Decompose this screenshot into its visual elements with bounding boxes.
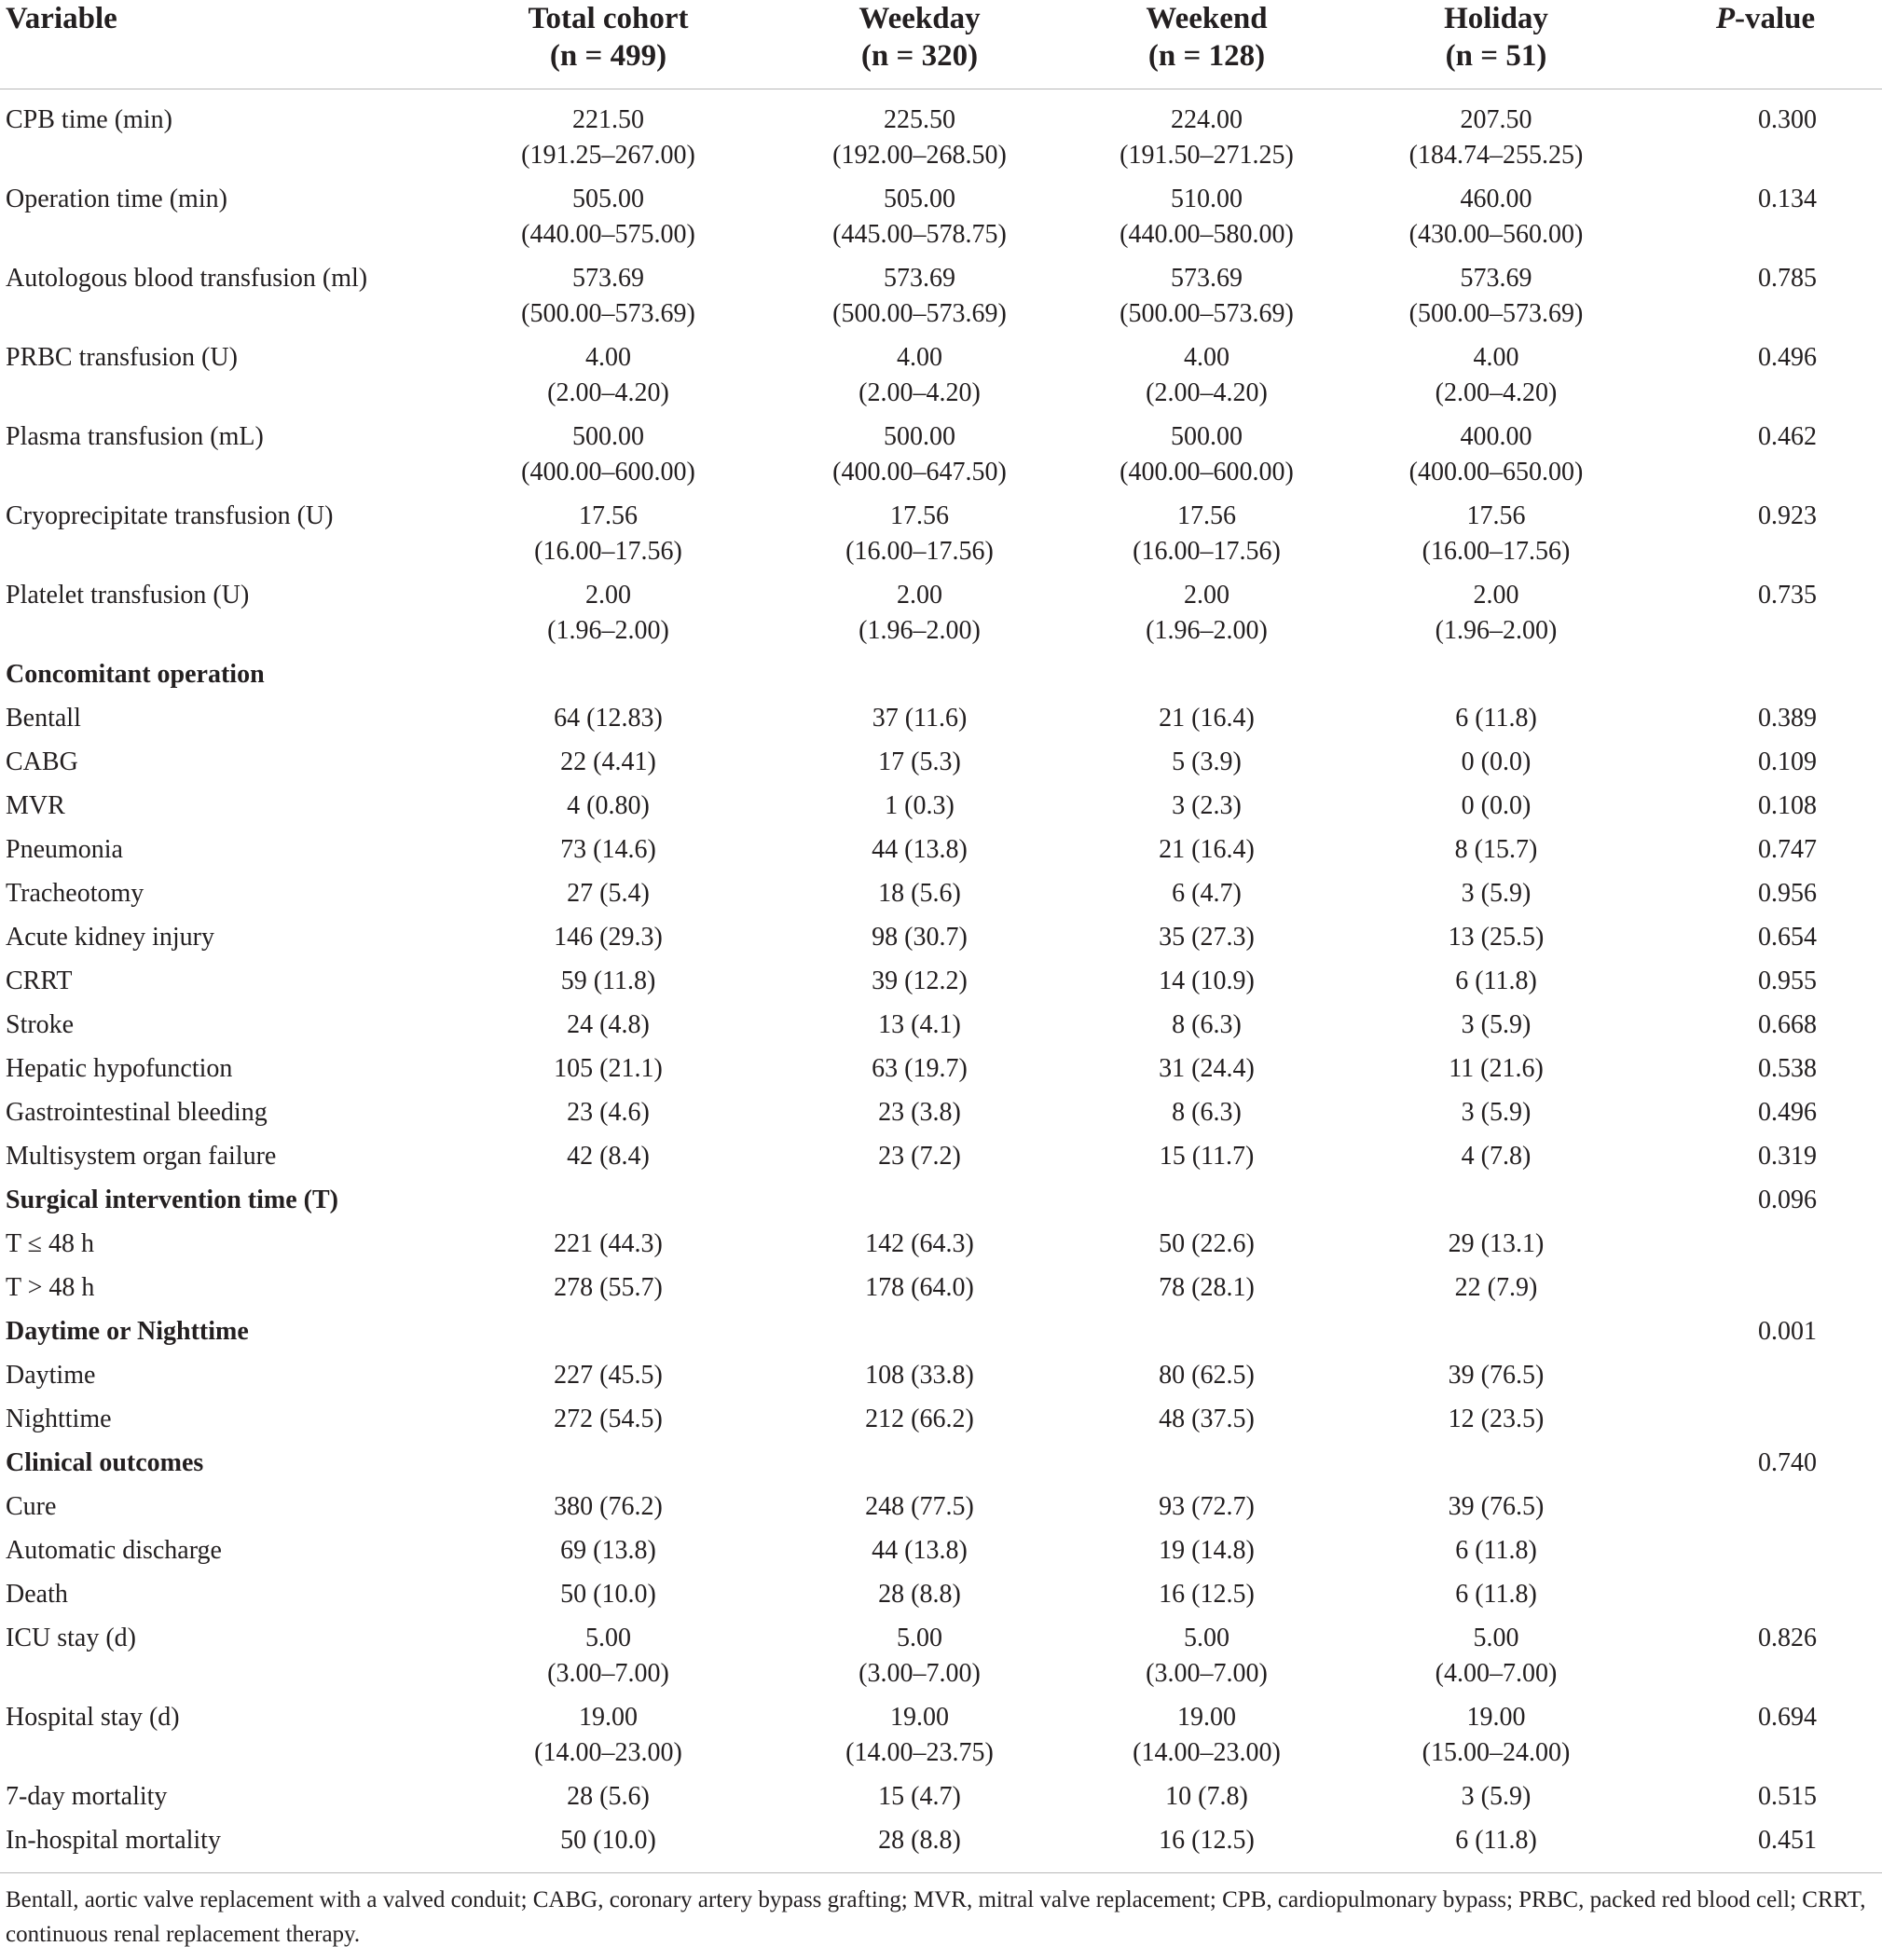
cell-weekday: 5.00 (3.00–7.00) xyxy=(859,1624,981,1688)
table-row xyxy=(0,1577,1882,1621)
cell-variable: Multisystem organ failure xyxy=(6,1142,277,1171)
cell-holiday xyxy=(1343,1314,1649,1358)
cell-total-cohort: 272 (54.5) xyxy=(554,1405,663,1433)
cell-total-cohort xyxy=(447,1183,769,1227)
cell-holiday: 39 (76.5) xyxy=(1448,1492,1545,1521)
cell-p-value xyxy=(1649,1227,1882,1270)
cell-holiday: 12 (23.5) xyxy=(1448,1405,1545,1433)
table-row xyxy=(0,182,1882,261)
cell-holiday: 29 (13.1) xyxy=(1448,1229,1545,1258)
cell-total-cohort: 19.00 (14.00–23.00) xyxy=(534,1703,682,1767)
cell-variable: ICU stay (d) xyxy=(6,1624,136,1652)
table-row xyxy=(0,1314,1882,1358)
cell-p-value: 0.694 xyxy=(1758,1703,1817,1732)
cell-holiday: 6 (11.8) xyxy=(1455,1826,1537,1855)
cell-holiday: 207.50 (184.74–255.25) xyxy=(1408,105,1584,170)
cell-variable: Automatic discharge xyxy=(6,1536,222,1565)
cell-weekday xyxy=(769,1183,1070,1227)
cell-holiday xyxy=(1343,1446,1649,1489)
cell-p-value: 0.747 xyxy=(1758,835,1817,864)
table-row xyxy=(0,1446,1882,1489)
cell-p-value: 0.462 xyxy=(1758,422,1817,451)
cell-weekend: 80 (62.5) xyxy=(1159,1361,1255,1390)
cell-variable: Daytime xyxy=(6,1361,96,1390)
cell-holiday: 573.69 (500.00–573.69) xyxy=(1408,264,1584,328)
cell-total-cohort: 42 (8.4) xyxy=(567,1142,650,1171)
cell-total-cohort xyxy=(447,657,769,701)
cell-weekend: 21 (16.4) xyxy=(1159,704,1255,733)
cell-weekend: 3 (2.3) xyxy=(1172,791,1242,820)
table-row xyxy=(0,1051,1882,1095)
cell-variable: CABG xyxy=(6,747,78,776)
header-total-n: (n = 499) xyxy=(549,39,667,73)
cell-weekend: 8 (6.3) xyxy=(1172,1098,1242,1127)
table-row xyxy=(0,1270,1882,1314)
cell-total-cohort: 380 (76.2) xyxy=(554,1492,663,1521)
header-weekday: Weekday (n = 320) xyxy=(769,0,1070,89)
table-row xyxy=(0,1227,1882,1270)
cell-holiday: 3 (5.9) xyxy=(1461,1010,1532,1039)
cell-weekend: 8 (6.3) xyxy=(1172,1010,1242,1039)
cell-variable: MVR xyxy=(6,791,65,820)
cell-variable: Concomitant operation xyxy=(6,660,265,689)
cell-p-value xyxy=(1649,1489,1882,1533)
cell-p-value: 0.538 xyxy=(1758,1054,1817,1083)
cell-variable: Nighttime xyxy=(6,1405,112,1433)
cell-p-value: 0.496 xyxy=(1758,1098,1817,1127)
cell-weekday: 18 (5.6) xyxy=(878,879,961,908)
table-row xyxy=(0,1358,1882,1402)
cell-holiday xyxy=(1343,1183,1649,1227)
cell-variable: Hospital stay (d) xyxy=(6,1703,180,1732)
cell-variable: Daytime or Nighttime xyxy=(6,1317,249,1346)
cell-p-value: 0.496 xyxy=(1758,343,1817,372)
cell-p-value: 0.300 xyxy=(1758,105,1817,134)
cell-weekday: 28 (8.8) xyxy=(878,1826,961,1855)
cell-weekday: 23 (3.8) xyxy=(878,1098,961,1127)
cell-variable: PRBC transfusion (U) xyxy=(6,343,238,372)
cell-p-value: 0.451 xyxy=(1758,1826,1817,1855)
cell-weekend: 510.00 (440.00–580.00) xyxy=(1120,185,1294,249)
cell-variable: CRRT xyxy=(6,966,73,995)
cell-weekday: 44 (13.8) xyxy=(872,1536,968,1565)
cell-weekday: 98 (30.7) xyxy=(872,923,968,952)
table-body xyxy=(0,89,1882,1868)
cell-weekend: 4.00 (2.00–4.20) xyxy=(1146,343,1268,407)
table-row xyxy=(0,1621,1882,1700)
table-row xyxy=(0,1700,1882,1779)
header-weekday-n: (n = 320) xyxy=(860,39,979,73)
cell-weekend: 14 (10.9) xyxy=(1159,966,1255,995)
cell-weekday: 17 (5.3) xyxy=(878,747,961,776)
table-row xyxy=(0,261,1882,340)
table-row xyxy=(0,1402,1882,1446)
table-row xyxy=(0,701,1882,745)
cell-weekend xyxy=(1070,657,1343,701)
table-row xyxy=(0,419,1882,499)
cell-total-cohort: 22 (4.41) xyxy=(560,747,656,776)
table-row xyxy=(0,745,1882,788)
cell-holiday: 13 (25.5) xyxy=(1448,923,1545,952)
cell-weekend: 31 (24.4) xyxy=(1159,1054,1255,1083)
cell-total-cohort: 4 (0.80) xyxy=(567,791,650,820)
cell-weekend: 224.00 (191.50–271.25) xyxy=(1120,105,1294,170)
cell-weekend: 15 (11.7) xyxy=(1159,1142,1255,1171)
cell-variable: Pneumonia xyxy=(6,835,123,864)
table-row xyxy=(0,89,1882,183)
cell-variable: Bentall xyxy=(6,704,81,733)
cell-weekend: 573.69 (500.00–573.69) xyxy=(1120,264,1294,328)
cell-variable: Clinical outcomes xyxy=(6,1448,204,1477)
table-header xyxy=(0,0,1882,89)
cell-p-value: 0.109 xyxy=(1758,747,1817,776)
cell-variable: Death xyxy=(6,1580,68,1609)
table-row xyxy=(0,832,1882,876)
cell-variable: Operation time (min) xyxy=(6,185,227,213)
cell-holiday: 11 (21.6) xyxy=(1449,1054,1544,1083)
cell-weekday: 248 (77.5) xyxy=(865,1492,974,1521)
cell-variable: In-hospital mortality xyxy=(6,1826,221,1855)
cell-p-value xyxy=(1649,1270,1882,1314)
cell-p-value: 0.096 xyxy=(1758,1186,1817,1214)
cell-variable: 7-day mortality xyxy=(6,1782,168,1811)
cell-weekend: 48 (37.5) xyxy=(1159,1405,1255,1433)
cell-total-cohort: 221 (44.3) xyxy=(554,1229,663,1258)
cell-weekday xyxy=(769,1446,1070,1489)
cell-weekend: 5.00 (3.00–7.00) xyxy=(1146,1624,1268,1688)
cell-variable: Acute kidney injury xyxy=(6,923,214,952)
cell-weekend: 19 (14.8) xyxy=(1159,1536,1255,1565)
cell-holiday: 6 (11.8) xyxy=(1455,966,1537,995)
table-row xyxy=(0,1183,1882,1227)
cell-total-cohort: 28 (5.6) xyxy=(567,1782,650,1811)
table-row xyxy=(0,578,1882,657)
cell-weekday: 17.56 (16.00–17.56) xyxy=(845,501,994,566)
cell-total-cohort xyxy=(447,1314,769,1358)
table-footnote: Bentall, aortic valve replacement with a valved conduit; CABG, coronary artery bypass grafting; MVR, mitral valve replacement; CPB, cardiopulmonary bypass; PRBC, packed red blood cell; CRRT, continuous renal replacement therapy. xyxy=(0,1872,1882,1952)
cell-holiday: 6 (11.8) xyxy=(1455,704,1537,733)
table-row xyxy=(0,1779,1882,1823)
cell-weekday xyxy=(769,1314,1070,1358)
cell-weekend: 19.00 (14.00–23.00) xyxy=(1133,1703,1281,1767)
table-row xyxy=(0,1007,1882,1051)
cell-weekday: 142 (64.3) xyxy=(865,1229,974,1258)
cell-holiday: 3 (5.9) xyxy=(1461,1098,1532,1127)
cell-weekend: 78 (28.1) xyxy=(1159,1273,1255,1302)
cell-weekend xyxy=(1070,1314,1343,1358)
cell-holiday: 3 (5.9) xyxy=(1461,1782,1532,1811)
cell-variable: T > 48 h xyxy=(6,1273,95,1302)
cell-weekend: 21 (16.4) xyxy=(1159,835,1255,864)
cell-variable: Cryoprecipitate transfusion (U) xyxy=(6,501,334,530)
cell-weekend: 500.00 (400.00–600.00) xyxy=(1120,422,1294,487)
table-row xyxy=(0,657,1882,701)
cell-weekend: 5 (3.9) xyxy=(1172,747,1242,776)
cell-holiday: 6 (11.8) xyxy=(1455,1580,1537,1609)
cell-p-value: 0.923 xyxy=(1758,501,1817,530)
cell-total-cohort: 573.69 (500.00–573.69) xyxy=(521,264,695,328)
cell-holiday: 39 (76.5) xyxy=(1448,1361,1545,1390)
cell-weekday: 2.00 (1.96–2.00) xyxy=(859,581,981,645)
cell-p-value: 0.001 xyxy=(1758,1317,1817,1346)
cell-p-value: 0.515 xyxy=(1758,1782,1817,1811)
cell-weekday: 13 (4.1) xyxy=(878,1010,961,1039)
cell-holiday: 6 (11.8) xyxy=(1455,1536,1537,1565)
table-row xyxy=(0,1823,1882,1867)
cell-weekday: 4.00 (2.00–4.20) xyxy=(859,343,981,407)
cell-weekend: 2.00 (1.96–2.00) xyxy=(1146,581,1268,645)
cell-p-value xyxy=(1649,1533,1882,1577)
cell-variable: Hepatic hypofunction xyxy=(6,1054,233,1083)
cell-total-cohort: 59 (11.8) xyxy=(560,966,656,995)
cell-p-value xyxy=(1649,1577,1882,1621)
cell-p-value: 0.740 xyxy=(1758,1448,1817,1477)
cell-weekday: 37 (11.6) xyxy=(872,704,968,733)
cell-weekend: 93 (72.7) xyxy=(1159,1492,1255,1521)
cell-weekday: 63 (19.7) xyxy=(872,1054,968,1083)
cell-total-cohort: 505.00 (440.00–575.00) xyxy=(521,185,695,249)
cell-weekday: 23 (7.2) xyxy=(878,1142,961,1171)
cell-total-cohort: 50 (10.0) xyxy=(560,1580,656,1609)
cell-holiday: 400.00 (400.00–650.00) xyxy=(1408,422,1584,487)
cell-variable: Cure xyxy=(6,1492,57,1521)
cell-total-cohort: 4.00 (2.00–4.20) xyxy=(547,343,669,407)
cell-weekday: 225.50 (192.00–268.50) xyxy=(832,105,1007,170)
cell-weekday: 15 (4.7) xyxy=(878,1782,961,1811)
cell-weekday: 108 (33.8) xyxy=(865,1361,974,1390)
header-holiday-n: (n = 51) xyxy=(1445,39,1547,73)
cell-variable: CPB time (min) xyxy=(6,105,172,134)
cell-holiday: 8 (15.7) xyxy=(1454,835,1538,864)
cell-p-value: 0.826 xyxy=(1758,1624,1817,1652)
cell-holiday: 460.00 (430.00–560.00) xyxy=(1408,185,1584,249)
cell-p-value: 0.654 xyxy=(1758,923,1817,952)
cell-weekend: 17.56 (16.00–17.56) xyxy=(1133,501,1281,566)
cell-p-value xyxy=(1649,657,1882,701)
cell-holiday: 0 (0.0) xyxy=(1461,791,1532,820)
header-variable: Variable xyxy=(0,0,447,89)
cell-weekend: 10 (7.8) xyxy=(1165,1782,1248,1811)
table-row xyxy=(0,920,1882,964)
cell-weekday: 505.00 (445.00–578.75) xyxy=(832,185,1007,249)
cell-holiday: 0 (0.0) xyxy=(1461,747,1532,776)
cell-weekday: 39 (12.2) xyxy=(872,966,968,995)
table-row xyxy=(0,788,1882,832)
cell-p-value: 0.108 xyxy=(1758,791,1817,820)
cell-holiday: 22 (7.9) xyxy=(1454,1273,1538,1302)
cell-p-value: 0.735 xyxy=(1758,581,1817,610)
cell-total-cohort: 105 (21.1) xyxy=(554,1054,663,1083)
table-row xyxy=(0,340,1882,419)
cell-total-cohort: 221.50 (191.25–267.00) xyxy=(521,105,695,170)
cell-total-cohort: 24 (4.8) xyxy=(567,1010,650,1039)
cell-weekend: 16 (12.5) xyxy=(1159,1580,1255,1609)
cell-holiday: 3 (5.9) xyxy=(1461,879,1532,908)
cell-weekday: 28 (8.8) xyxy=(878,1580,961,1609)
cell-p-value: 0.668 xyxy=(1758,1010,1817,1039)
cell-p-value: 0.134 xyxy=(1758,185,1817,213)
cell-variable: Stroke xyxy=(6,1010,75,1039)
cell-weekend: 50 (22.6) xyxy=(1159,1229,1255,1258)
cell-weekend: 35 (27.3) xyxy=(1159,923,1255,952)
cell-weekday: 573.69 (500.00–573.69) xyxy=(832,264,1007,328)
cell-holiday: 4.00 (2.00–4.20) xyxy=(1435,343,1558,407)
cell-weekend: 16 (12.5) xyxy=(1159,1826,1255,1855)
cell-total-cohort: 500.00 (400.00–600.00) xyxy=(521,422,695,487)
header-holiday: Holiday (n = 51) xyxy=(1343,0,1649,89)
cell-total-cohort: 5.00 (3.00–7.00) xyxy=(547,1624,669,1688)
cell-weekday: 178 (64.0) xyxy=(865,1273,974,1302)
cell-weekday: 19.00 (14.00–23.75) xyxy=(845,1703,994,1767)
cell-total-cohort: 17.56 (16.00–17.56) xyxy=(534,501,682,566)
cell-total-cohort: 227 (45.5) xyxy=(554,1361,663,1390)
table-row xyxy=(0,1139,1882,1183)
cell-holiday xyxy=(1343,657,1649,701)
cell-weekend xyxy=(1070,1446,1343,1489)
cell-variable: T ≤ 48 h xyxy=(6,1229,94,1258)
cell-total-cohort xyxy=(447,1446,769,1489)
cell-total-cohort: 146 (29.3) xyxy=(554,923,663,952)
cell-p-value: 0.389 xyxy=(1758,704,1817,733)
cell-total-cohort: 64 (12.83) xyxy=(554,704,663,733)
table-row xyxy=(0,499,1882,578)
cell-variable: Platelet transfusion (U) xyxy=(6,581,250,610)
cell-total-cohort: 23 (4.6) xyxy=(567,1098,650,1127)
cell-p-value: 0.955 xyxy=(1758,966,1817,995)
table-row xyxy=(0,1533,1882,1577)
cell-p-value: 0.785 xyxy=(1758,264,1817,293)
header-p-value: P-value xyxy=(1649,0,1882,89)
cell-variable: Autologous blood transfusion (ml) xyxy=(6,264,368,293)
cell-variable: Tracheotomy xyxy=(6,879,144,908)
table-row xyxy=(0,876,1882,920)
cell-variable: Plasma transfusion (mL) xyxy=(6,422,264,451)
cell-total-cohort: 50 (10.0) xyxy=(560,1826,656,1855)
cell-holiday: 5.00 (4.00–7.00) xyxy=(1435,1624,1558,1688)
cell-holiday: 4 (7.8) xyxy=(1461,1142,1532,1171)
cell-p-value: 0.319 xyxy=(1758,1142,1817,1171)
cell-weekday xyxy=(769,657,1070,701)
cell-weekday: 1 (0.3) xyxy=(885,791,955,820)
cell-holiday: 19.00 (15.00–24.00) xyxy=(1422,1703,1571,1767)
cell-total-cohort: 278 (55.7) xyxy=(554,1273,663,1302)
cell-weekend: 6 (4.7) xyxy=(1172,879,1242,908)
cell-total-cohort: 73 (14.6) xyxy=(560,835,656,864)
cell-variable: Gastrointestinal bleeding xyxy=(6,1098,268,1127)
cell-weekend xyxy=(1070,1183,1343,1227)
cell-holiday: 17.56 (16.00–17.56) xyxy=(1422,501,1571,566)
table-row xyxy=(0,1489,1882,1533)
cell-p-value xyxy=(1649,1402,1882,1446)
header-total-cohort: Total cohort (n = 499) xyxy=(447,0,769,89)
cell-holiday: 2.00 (1.96–2.00) xyxy=(1435,581,1558,645)
table-row xyxy=(0,1095,1882,1139)
header-weekend-n: (n = 128) xyxy=(1147,39,1266,73)
cell-variable: Surgical intervention time (T) xyxy=(6,1186,338,1214)
cell-weekday: 212 (66.2) xyxy=(865,1405,974,1433)
header-weekend: Weekend (n = 128) xyxy=(1070,0,1343,89)
cell-total-cohort: 2.00 (1.96–2.00) xyxy=(547,581,669,645)
cell-total-cohort: 27 (5.4) xyxy=(567,879,650,908)
table-row xyxy=(0,964,1882,1007)
cell-weekday: 44 (13.8) xyxy=(872,835,968,864)
cell-p-value xyxy=(1649,1358,1882,1402)
cell-total-cohort: 69 (13.8) xyxy=(560,1536,656,1565)
cell-p-value: 0.956 xyxy=(1758,879,1817,908)
cell-weekday: 500.00 (400.00–647.50) xyxy=(832,422,1007,487)
